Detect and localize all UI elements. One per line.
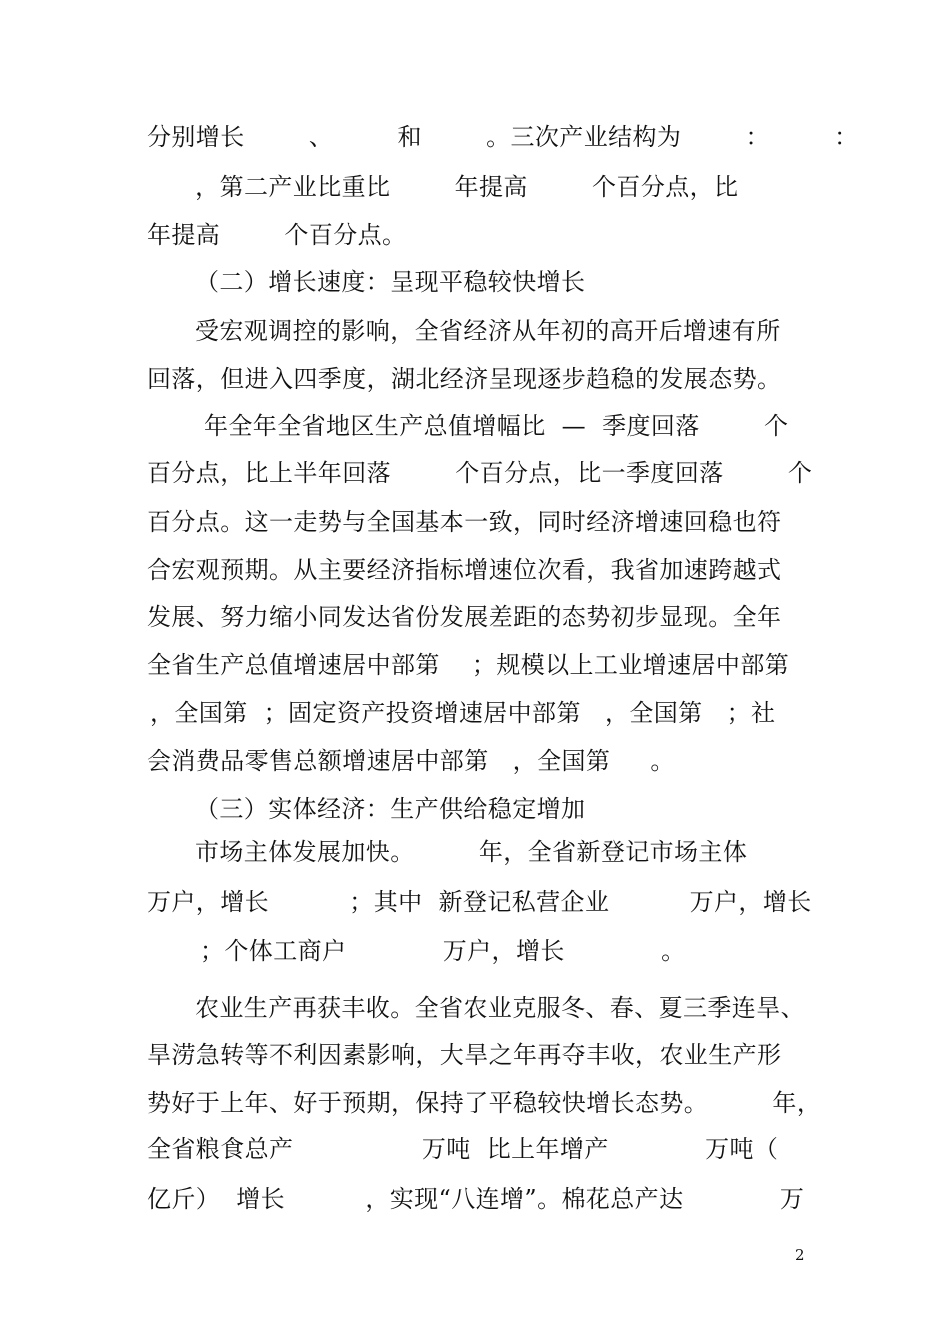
text-line-12: 全省生产总值增速居中部第 ；规模以上工业增速居中部第 [147, 651, 790, 679]
text-line-16: 市场主体发展加快。 年，全省新登记市场主体 [195, 838, 748, 866]
text-line-22: 全省粮食总产 万吨 比上年增产 万吨（ [147, 1135, 779, 1163]
text-line-18: ；个体工商户 万户，增长 。 [200, 937, 686, 965]
text-line-23: 亿斤） 增长 ，实现“八连增”。棉花总产达 万 [147, 1185, 805, 1213]
page-number: 2 [795, 1246, 805, 1264]
text-line-19: 农业生产再获丰收。全省农业克服冬、春、夏三季连旱、 [195, 994, 805, 1022]
text-line-6: 回落，但进入四季度，湖北经济呈现逐步趋稳的发展态势。 [147, 365, 782, 393]
section-heading-2: （二）增长速度：呈现平稳较快增长 [195, 268, 586, 296]
text-line-10: 合宏观预期。从主要经济指标增速位次看，我省加速跨越式 [147, 556, 782, 584]
text-line-1: 分别增长 、 和 。三次产业结构为 ： ： [147, 123, 859, 151]
text-line-5: 受宏观调控的影响，全省经济从年初的高开后增速有所 [195, 317, 781, 345]
text-line-21: 势好于上年、好于预期，保持了平稳较快增长态势。 年， [147, 1089, 822, 1117]
text-line-7: 年全年全省地区生产总值增幅比 — 季度回落 个 [204, 412, 789, 440]
text-line-8: 百分点，比上半年回落 个百分点，比一季度回落 个 [147, 459, 813, 487]
text-line-2: ，第二产业比重比 年提高 个百分点，比 [147, 173, 739, 201]
text-line-9: 百分点。这一走势与全国基本一致，同时经济增速回稳也符 [147, 508, 782, 536]
text-line-3: 年提高 个百分点。 [147, 221, 407, 249]
text-line-13: ，全国第 ；固定资产投资增速居中部第 ，全国第 ；社 [150, 699, 776, 727]
text-line-20: 旱涝急转等不利因素影响，大旱之年再夺丰收，农业生产形 [147, 1041, 782, 1069]
text-line-17: 万户，增长 ；其中 新登记私营企业 万户，增长 [147, 888, 812, 916]
text-line-14: 会消费品零售总额增速居中部第 ，全国第 。 [147, 747, 675, 775]
text-line-11: 发展、努力缩小同发达省份发展差距的态势初步显现。全年 [147, 603, 782, 631]
section-heading-3: （三）实体经济：生产供给稳定增加 [195, 795, 586, 823]
